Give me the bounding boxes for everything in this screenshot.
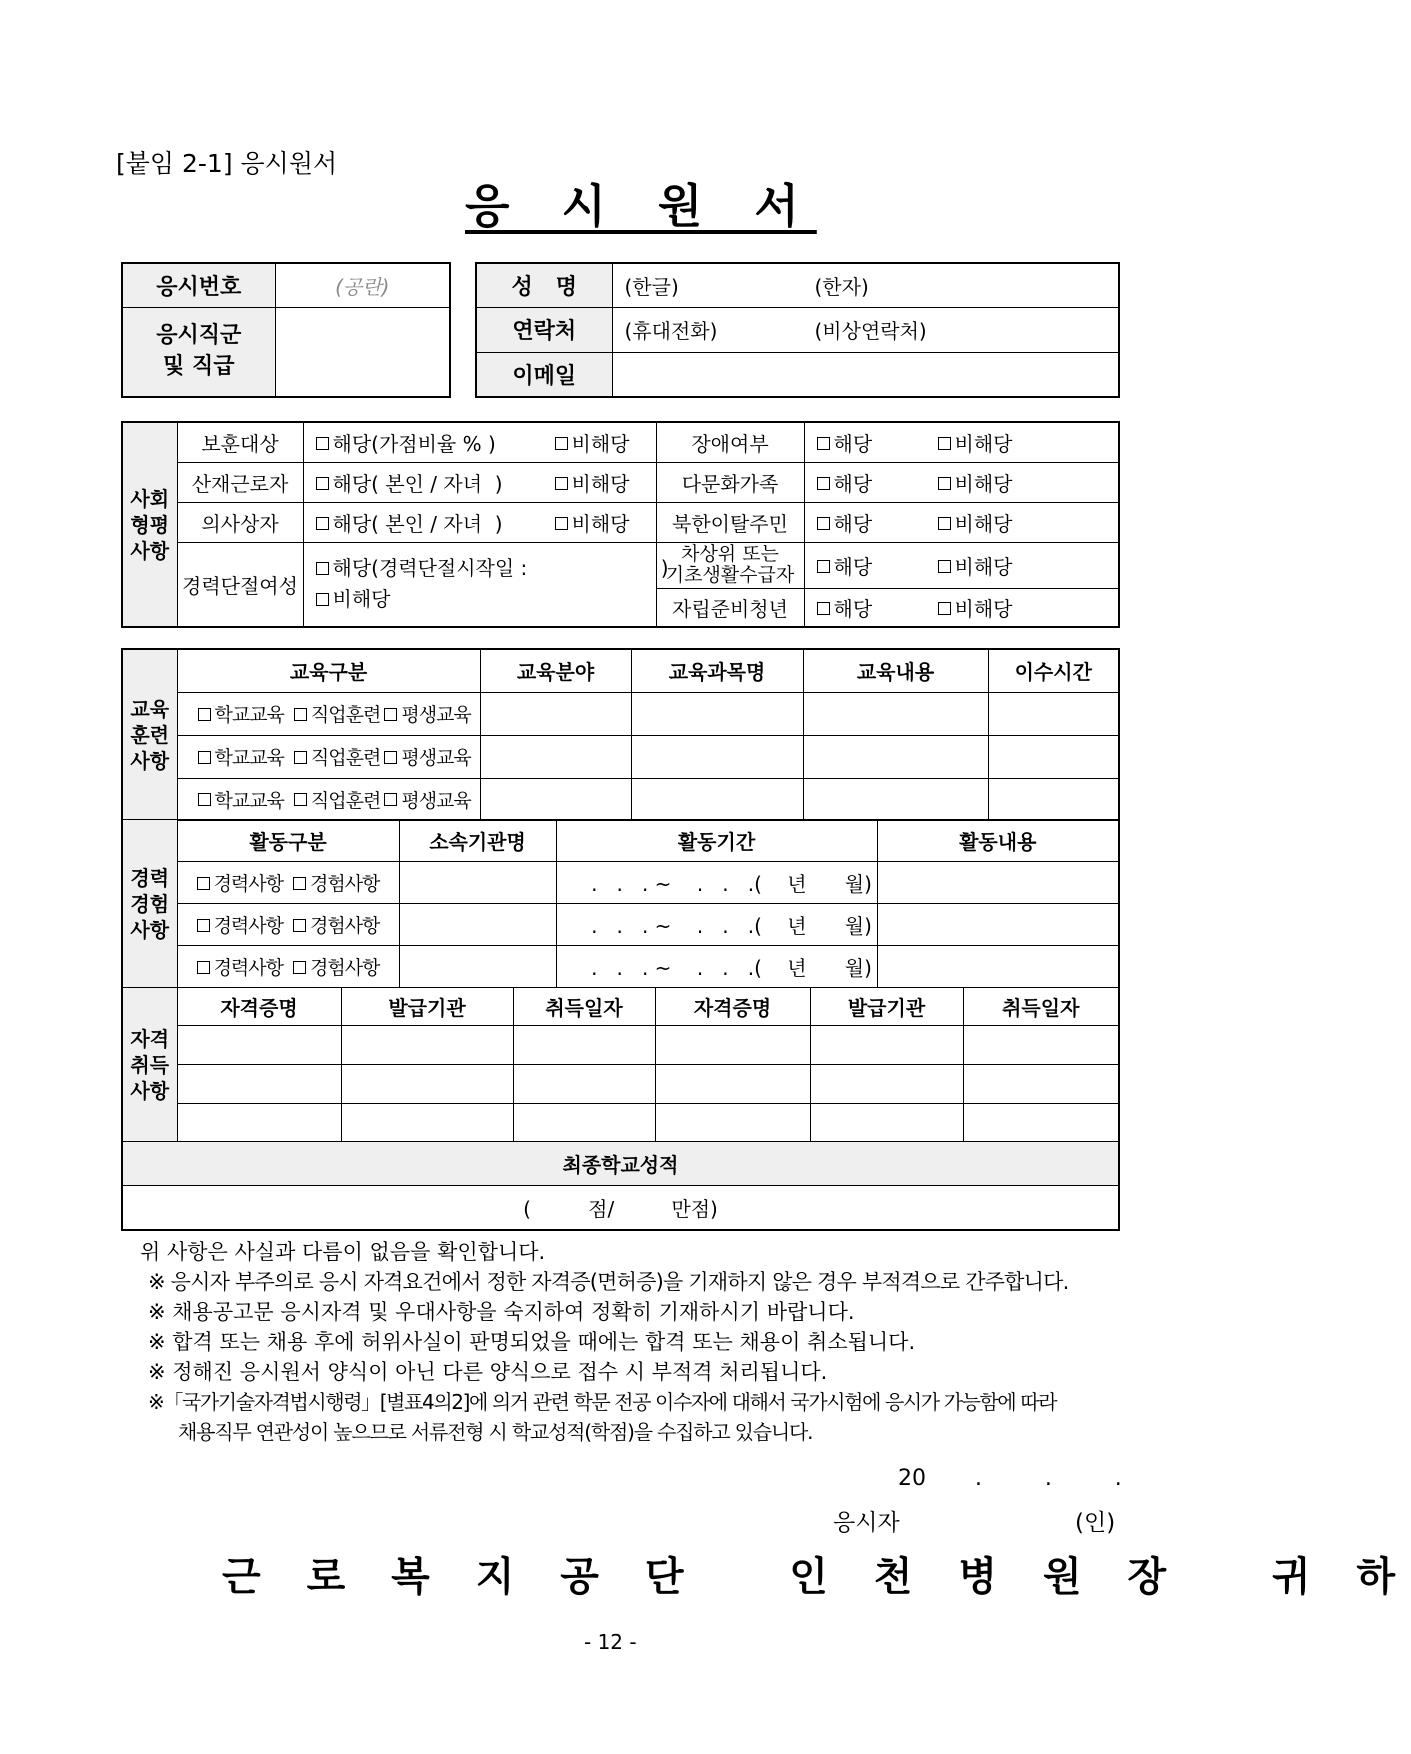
career-header: 활동구분 (177, 820, 399, 862)
checkbox-icon[interactable] (197, 877, 210, 890)
table-cell[interactable] (341, 1104, 513, 1142)
checkbox-icon[interactable] (555, 517, 568, 530)
career-header: 소속기관명 (399, 820, 556, 862)
table-cell[interactable] (177, 1065, 341, 1104)
license-header: 발급기관 (341, 988, 513, 1026)
name-hanja: (한자) (814, 274, 869, 299)
activity-period[interactable]: . . . ~ . . .( 년 월) (556, 904, 877, 946)
license-header: 자격증명 (177, 988, 341, 1026)
social-row-options[interactable]: 해당( 본인 / 자녀 ) 비해당 (303, 502, 656, 542)
social-row-options[interactable]: 해당(가점비율 % ) 비해당 (303, 422, 656, 462)
checkbox-icon[interactable] (198, 751, 211, 764)
license-header: 취득일자 (513, 988, 655, 1026)
top-right-table (475, 262, 1120, 398)
social-right-label: 차상위 또는 기초생활수급자 (656, 542, 804, 588)
confirmation-text: 위 사항은 사실과 다름이 없음을 확인합니다. (140, 1240, 546, 1264)
checkbox-icon[interactable] (938, 602, 951, 615)
social-row-label: 보훈대상 (177, 422, 303, 462)
checkbox-icon[interactable] (293, 961, 306, 974)
addressee: 근 로 복 지 공 단 인 천 병 원 장 귀 하 (222, 1554, 1411, 1600)
license-header: 취득일자 (963, 988, 1119, 1026)
checkbox-icon[interactable] (316, 437, 329, 450)
table-cell[interactable] (810, 1104, 963, 1142)
table-cell[interactable] (513, 1026, 655, 1065)
checkbox-icon[interactable] (294, 708, 307, 721)
social-section-label: 사회 형평 사항 (122, 422, 177, 627)
table-cell[interactable] (399, 946, 556, 988)
activity-period[interactable]: . . . ~ . . .( 년 월) (556, 946, 877, 988)
note-line: 채용직무 연관성이 높으므로 서류전형 시 학교성적(학점)을 수집하고 있습니다. (178, 1420, 813, 1444)
contact-emergency: (비상연락처) (814, 319, 927, 343)
table-row (122, 1065, 1119, 1104)
table-cell[interactable] (341, 1065, 513, 1104)
exam-number-label: 응시번호 (122, 263, 275, 307)
social-row-label: 경력단절여성 (177, 542, 303, 627)
checkbox-icon[interactable] (817, 560, 830, 573)
note-line: ※ 응시자 부주의로 응시 자격요건에서 정한 자격증(면허증)을 기재하지 않은 경우 부적격으로 간주합니다. (148, 1270, 1069, 1294)
social-right-label: 북한이탈주민 (656, 502, 804, 542)
license-table (121, 987, 1120, 1231)
table-row (122, 946, 1119, 988)
note-line: ※ 합격 또는 채용 후에 허위사실이 판명되었을 때에는 합격 또는 채용이 취소됩니다. (148, 1330, 916, 1354)
page-title: 응 시 원 서 (465, 179, 817, 233)
checkbox-icon[interactable] (293, 877, 306, 890)
table-cell[interactable] (177, 1104, 341, 1142)
table-cell[interactable] (655, 1026, 810, 1065)
name-label: 성 명 (476, 263, 612, 307)
table-cell[interactable] (480, 692, 631, 735)
education-type-options[interactable]: 학교교육 직업훈련 평생교육 (177, 735, 480, 778)
table-cell[interactable] (803, 735, 988, 778)
table-row (122, 904, 1119, 946)
table-cell[interactable] (988, 778, 1119, 820)
checkbox-icon[interactable] (293, 919, 306, 932)
table-cell[interactable] (803, 778, 988, 820)
license-header: 발급기관 (810, 988, 963, 1026)
top-left-table (121, 262, 451, 398)
checkbox-icon[interactable] (938, 560, 951, 573)
social-equity-table (121, 421, 1120, 628)
social-right-options[interactable]: 해당 비해당 (804, 542, 1119, 588)
email-label: 이메일 (476, 352, 612, 397)
checkbox-icon[interactable] (294, 751, 307, 764)
checkbox-icon[interactable] (384, 793, 397, 806)
table-row (122, 778, 1119, 820)
career-type-options[interactable]: 경력사항 경험사항 (177, 904, 399, 946)
education-header: 교육내용 (803, 649, 988, 692)
job-label: 응시직군 및 직급 (122, 307, 275, 397)
table-cell[interactable] (963, 1026, 1119, 1065)
note-line: ※ 정해진 응시원서 양식이 아닌 다른 양식으로 접수 시 부적격 처리됩니다. (148, 1360, 828, 1384)
education-type-options[interactable]: 학교교육 직업훈련 평생교육 (177, 778, 480, 820)
activity-period[interactable]: . . . ~ . . .( 년 월) (556, 862, 877, 904)
table-cell[interactable] (988, 735, 1119, 778)
table-cell[interactable] (513, 1065, 655, 1104)
email-field[interactable] (612, 352, 1119, 397)
social-right-label: 다문화가족 (656, 462, 804, 502)
social-right-options[interactable]: 해당 비해당 (804, 422, 1119, 462)
checkbox-icon[interactable] (555, 477, 568, 490)
exam-number-field[interactable]: (공란) (275, 263, 450, 307)
checkbox-icon[interactable] (817, 437, 830, 450)
table-cell[interactable] (177, 1026, 341, 1065)
table-cell[interactable] (631, 778, 803, 820)
career-type-options[interactable]: 경력사항 경험사항 (177, 946, 399, 988)
table-cell[interactable] (810, 1065, 963, 1104)
education-header: 교육구분 (177, 649, 480, 692)
checkbox-icon[interactable] (316, 593, 329, 606)
date-line: 20 . . . (898, 1466, 1122, 1491)
career-section-label: 경력 경험 사항 (122, 820, 177, 988)
table-row (122, 862, 1119, 904)
checkbox-icon[interactable] (384, 708, 397, 721)
table-cell[interactable] (963, 1104, 1119, 1142)
job-field[interactable] (275, 307, 450, 397)
checkbox-icon[interactable] (316, 562, 329, 575)
license-section-label: 자격 취득 사항 (122, 988, 177, 1142)
table-cell[interactable] (803, 692, 988, 735)
table-cell[interactable] (480, 735, 631, 778)
table-cell[interactable] (988, 692, 1119, 735)
final-grade-label: 최종학교성적 (122, 1142, 1119, 1186)
table-cell[interactable] (877, 862, 1119, 904)
table-row (122, 1104, 1119, 1142)
note-line: ※「국가기술자격법시행령」[별표4의2]에 의거 관련 학문 전공 이수자에 대해서 국가시험에 응시가 가능함에 따라 (148, 1390, 1057, 1414)
education-header: 교육분야 (480, 649, 631, 692)
table-cell[interactable] (810, 1026, 963, 1065)
license-header: 자격증명 (655, 988, 810, 1026)
table-cell[interactable] (399, 862, 556, 904)
name-korean: (한글) (624, 274, 679, 299)
table-row (122, 1026, 1119, 1065)
contact-field[interactable] (612, 307, 1119, 352)
checkbox-icon[interactable] (817, 477, 830, 490)
table-cell[interactable] (341, 1026, 513, 1065)
checkbox-icon[interactable] (938, 477, 951, 490)
checkbox-icon[interactable] (316, 477, 329, 490)
table-cell[interactable] (877, 904, 1119, 946)
table-cell[interactable] (655, 1104, 810, 1142)
education-table (121, 648, 1120, 821)
education-type-options[interactable]: 학교교육 직업훈련 평생교육 (177, 692, 480, 735)
table-cell[interactable] (631, 735, 803, 778)
checkbox-icon[interactable] (197, 961, 210, 974)
social-row-options[interactable]: 해당( 본인 / 자녀 ) 비해당 (303, 462, 656, 502)
seal-label: (인) (1075, 1510, 1116, 1536)
table-cell[interactable] (399, 904, 556, 946)
career-header: 활동기간 (556, 820, 877, 862)
table-cell[interactable] (480, 778, 631, 820)
social-row-options[interactable]: 해당(경력단절시작일 : ) 비해당 (303, 542, 656, 627)
contact-label: 연락처 (476, 307, 612, 352)
checkbox-icon[interactable] (555, 437, 568, 450)
social-right-options[interactable]: 해당 비해당 (804, 588, 1119, 627)
social-right-options[interactable]: 해당 비해당 (804, 462, 1119, 502)
career-header: 활동내용 (877, 820, 1119, 862)
table-cell[interactable] (631, 692, 803, 735)
table-row (122, 692, 1119, 735)
table-cell[interactable] (513, 1104, 655, 1142)
final-grade-field[interactable]: ( 점/ 만점) (122, 1186, 1119, 1230)
name-field[interactable] (612, 263, 1119, 307)
applicant-label: 응시자 (833, 1510, 900, 1536)
checkbox-icon[interactable] (938, 517, 951, 530)
social-right-label: 자립준비청년 (656, 588, 804, 627)
checkbox-icon[interactable] (198, 793, 211, 806)
page-number: - 12 - (584, 1630, 637, 1654)
table-row (122, 735, 1119, 778)
checkbox-icon[interactable] (817, 517, 830, 530)
checkbox-icon[interactable] (294, 793, 307, 806)
table-cell[interactable] (963, 1065, 1119, 1104)
career-type-options[interactable]: 경력사항 경험사항 (177, 862, 399, 904)
education-header: 교육과목명 (631, 649, 803, 692)
education-header: 이수시간 (988, 649, 1119, 692)
checkbox-icon[interactable] (198, 708, 211, 721)
checkbox-icon[interactable] (938, 437, 951, 450)
checkbox-icon[interactable] (316, 517, 329, 530)
social-right-options[interactable]: 해당 비해당 (804, 502, 1119, 542)
education-section-label: 교육 훈련 사항 (122, 649, 177, 820)
checkbox-icon[interactable] (197, 919, 210, 932)
social-row-label: 의사상자 (177, 502, 303, 542)
note-line: ※ 채용공고문 응시자격 및 우대사항을 숙지하여 정확히 기재하시기 바랍니다. (148, 1300, 855, 1324)
career-table (121, 819, 1120, 988)
table-cell[interactable] (655, 1065, 810, 1104)
table-cell[interactable] (877, 946, 1119, 988)
checkbox-icon[interactable] (384, 751, 397, 764)
contact-mobile: (휴대전화) (624, 319, 718, 343)
attachment-label: [붙임 2-1] 응시원서 (116, 149, 338, 178)
checkbox-icon[interactable] (817, 602, 830, 615)
social-right-label: 장애여부 (656, 422, 804, 462)
social-row-label: 산재근로자 (177, 462, 303, 502)
